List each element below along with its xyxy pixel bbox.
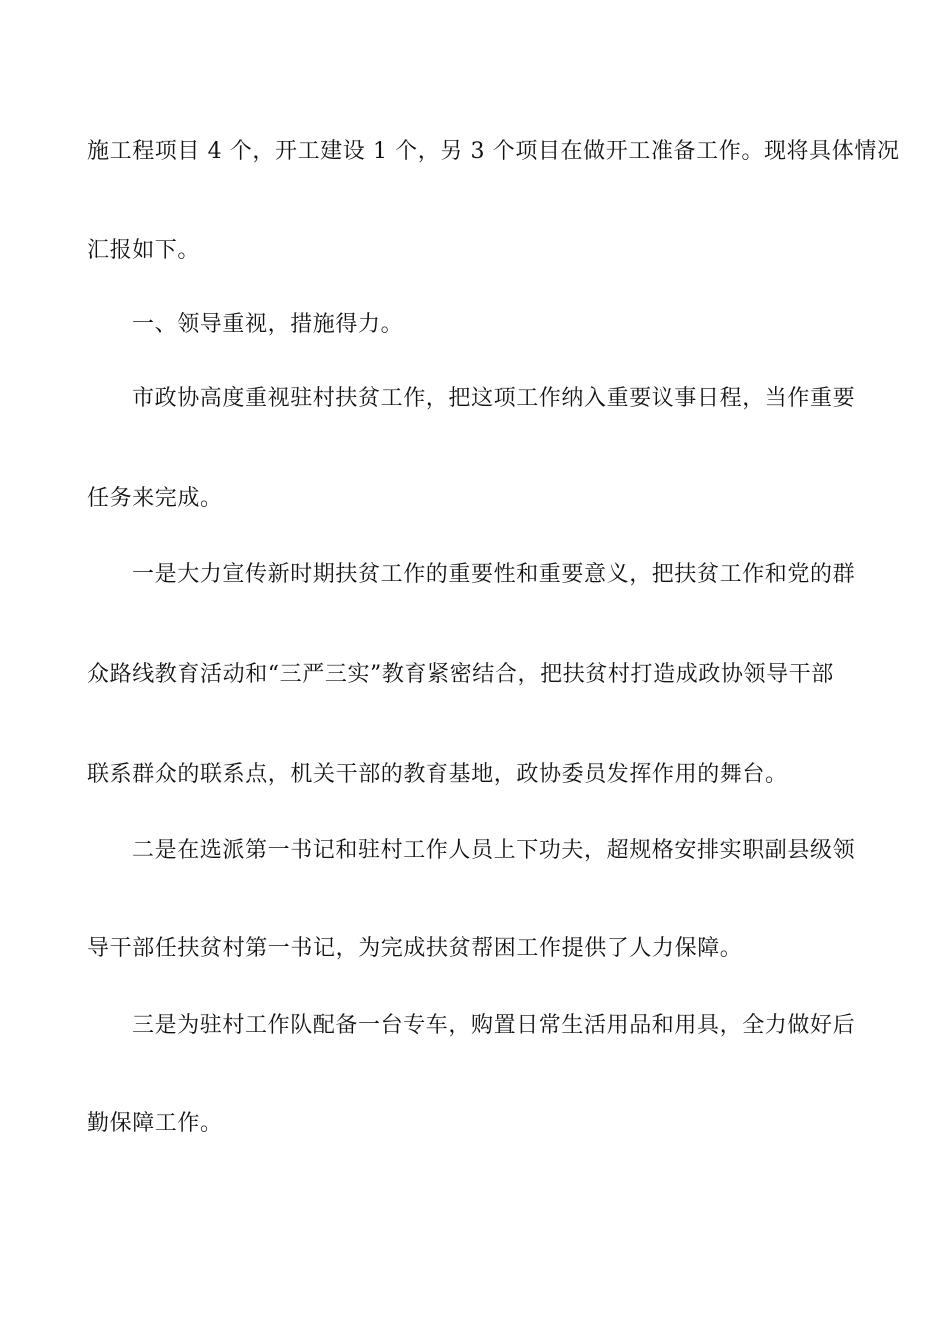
paragraph-line: 众路线教育活动和“三严三实”教育紧密结合，把扶贫村打造成政协领导干部 bbox=[87, 662, 834, 687]
paragraph-line: 联系群众的联系点，机关干部的教育基地，政协委员发挥作用的舞台。 bbox=[87, 762, 788, 787]
paragraph-line: 汇报如下。 bbox=[87, 238, 201, 263]
paragraph-line: 三是为驻村工作队配备一台专车，购置日常生活用品和用具，全力做好后 bbox=[132, 1013, 856, 1038]
paragraph-line: 一是大力宣传新时期扶贫工作的重要性和重要意义，把扶贫工作和党的群 bbox=[132, 562, 856, 587]
paragraph-line: 市政协高度重视驻村扶贫工作，把这项工作纳入重要议事日程，当作重要 bbox=[132, 386, 856, 411]
paragraph-line: 施工程项目 4 个，开工建设 1 个，另 3 个项目在做开工准备工作。现将具体情况 bbox=[87, 139, 900, 164]
paragraph-line: 二是在选派第一书记和驻村工作人员上下功夫，超规格安排实职副县级领 bbox=[132, 838, 856, 863]
paragraph-line: 勤保障工作。 bbox=[87, 1111, 223, 1136]
section-heading: 一、领导重视，措施得力。 bbox=[132, 312, 404, 337]
paragraph-line: 导干部任扶贫村第一书记，为完成扶贫帮困工作提供了人力保障。 bbox=[87, 936, 743, 961]
paragraph-line: 任务来完成。 bbox=[87, 486, 223, 511]
